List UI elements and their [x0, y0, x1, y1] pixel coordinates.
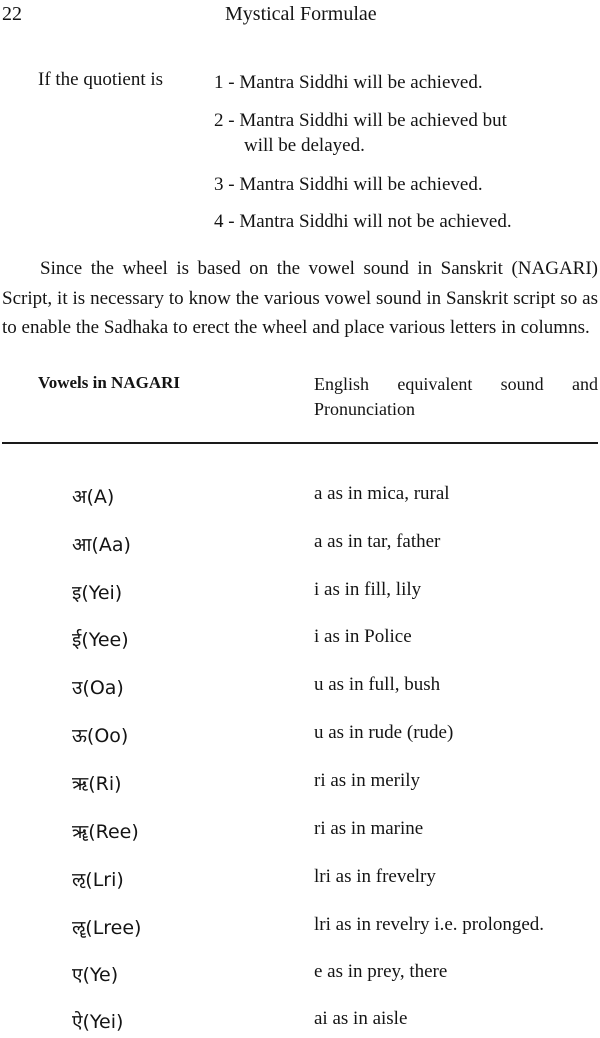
vowel-cell: आ(Aa): [72, 534, 131, 556]
pronunciation-cell: ri as in merily: [314, 770, 421, 791]
table-row: [0, 961, 600, 991]
table-row: [0, 770, 600, 800]
table-row: [0, 914, 600, 944]
condition-item: [214, 108, 594, 158]
condition-number: 1 -: [214, 72, 235, 93]
pronunciation-cell: lri as in revelry i.e. prolonged.: [314, 914, 545, 935]
condition-text: Mantra Siddhi will be achieved.: [239, 72, 483, 93]
vowel-cell: ऊ(Oo): [72, 725, 129, 747]
table-divider: [2, 442, 598, 444]
pronunciation-cell: i as in fill, lily: [314, 579, 422, 600]
vowel-cell: इ(Yei): [72, 582, 123, 604]
table-row: [0, 626, 600, 656]
column-header-line: English equivalent sound and: [314, 374, 598, 394]
quotient-lead-text: If the quotient is: [38, 69, 164, 90]
pronunciation-cell: a as in tar, father: [314, 531, 441, 552]
condition-number: 4 -: [214, 211, 235, 232]
pronunciation-cell: i as in Police: [314, 626, 412, 647]
running-title: Mystical Formulae: [225, 3, 377, 25]
page-number: 22: [2, 3, 22, 25]
condition-item: [214, 172, 594, 197]
table-row: [0, 722, 600, 752]
vowel-cell: ॠ(Ree): [72, 821, 139, 843]
pronunciation-cell: u as in rude (rude): [314, 722, 454, 743]
condition-item: [214, 70, 594, 95]
pronunciation-cell: ai as in aisle: [314, 1008, 408, 1029]
table-row: [0, 531, 600, 561]
condition-text: Mantra Siddhi will be achieved but: [239, 110, 507, 131]
vowel-cell: ए(Ye): [72, 964, 119, 986]
table-row: [0, 1008, 600, 1038]
condition-text: Mantra Siddhi will be achieved.: [239, 174, 483, 195]
vowel-cell: उ(Oa): [72, 677, 124, 699]
pronunciation-cell: a as in mica, rural: [314, 483, 450, 504]
condition-number: 3 -: [214, 174, 235, 195]
condition-text: Mantra Siddhi will not be achieved.: [239, 211, 512, 232]
pronunciation-cell: e as in prey, there: [314, 961, 448, 982]
pronunciation-cell: u as in full, bush: [314, 674, 441, 695]
table-row: [0, 579, 600, 609]
condition-text-continued: will be delayed.: [244, 135, 365, 156]
vowel-cell: ऐ(Yei): [72, 1011, 124, 1033]
condition-number: 2 -: [214, 110, 235, 131]
table-row: [0, 483, 600, 513]
pronunciation-cell: lri as in frevelry: [314, 866, 436, 887]
table-row: [0, 866, 600, 896]
table-row: [0, 674, 600, 704]
column-header-pronunciation: [314, 372, 598, 422]
table-row: [0, 818, 600, 848]
pronunciation-cell: ri as in marine: [314, 818, 424, 839]
column-header-vowels: Vowels in NAGARI: [38, 373, 181, 392]
vowel-cell: ई(Yee): [72, 629, 129, 651]
body-paragraph: Since the wheel is based on the vowel sound in Sanskrit (NAGARI) Script, it is necessary to know the various vowel sound in Sanskrit script so as to enable the Sadhaka to erect the wheel and place various letters in columns.: [2, 258, 598, 338]
column-header-line: Pronunciation: [314, 399, 415, 419]
condition-item: [214, 209, 594, 234]
vowel-cell: ऌ(Lri): [72, 869, 124, 891]
vowel-cell: ऋ(Ri): [72, 773, 122, 795]
vowel-cell: अ(A): [72, 486, 115, 508]
vowel-cell: ॡ(Lree): [72, 917, 142, 939]
